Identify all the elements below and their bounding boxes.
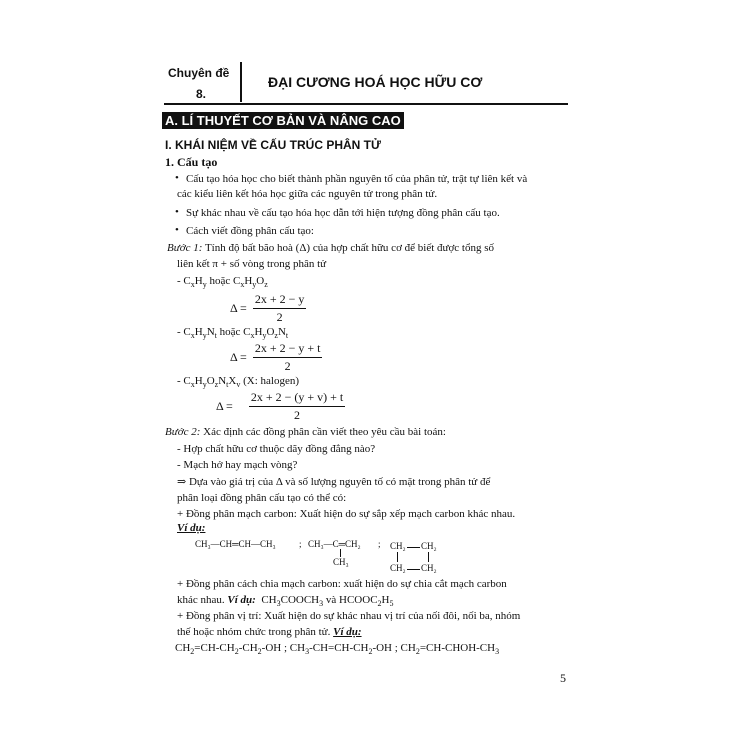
chapter-title: ĐẠI CƯƠNG HOÁ HỌC HỮU CƠ: [268, 74, 483, 90]
branch-bond: [340, 549, 341, 557]
step2-para6: + Đồng phân vị trí: Xuất hiện do sự khác nhau vị trí của nối đôi, nối ba, nhóm: [177, 610, 521, 622]
formula1-denominator: 2: [276, 310, 283, 324]
text-fragment: và: [323, 594, 340, 606]
ring-carbon-br: CH₂: [421, 563, 437, 573]
step1-line1: [167, 242, 494, 255]
delta-symbol: Δ =: [216, 399, 233, 413]
bullet-text: Cách viết đồng phân cấu tạo:: [186, 225, 314, 237]
chapter-label: Chuyên đề: [168, 66, 230, 80]
text-fragment: khác nhau.: [177, 594, 228, 606]
section-i-heading: I. KHÁI NIỆM VỀ CẤU TRÚC PHÂN TỬ: [165, 138, 381, 152]
delta-symbol: Δ =: [230, 350, 247, 364]
formula1-delta: [230, 292, 306, 325]
step2-para7: [177, 626, 362, 639]
step2-para5: [177, 594, 394, 607]
subsection-1-heading: 1. Cấu tạo: [165, 155, 218, 169]
formula3-numerator: 2x + 2 − (y + v) + t: [249, 390, 345, 407]
delta-symbol: Δ =: [230, 301, 247, 315]
step2-para4: + Đồng phân cách chia mạch carbon: xuất hiện do sự chia cắt mạch carbon: [177, 578, 507, 590]
step2-para1-text: Dựa vào giá trị của Δ và số lượng nguyên tố có mặt trong phân tử để: [186, 476, 491, 488]
separator: ;: [299, 539, 302, 549]
formula2-denominator: 2: [284, 359, 291, 373]
ring-bond-top: [407, 547, 420, 548]
chain-formula: CH₃—CH═CH—CH₃: [195, 539, 276, 549]
example-label: Ví dụ:: [227, 594, 256, 606]
bullet-text: Cấu tạo hóa học cho biết thành phần nguyên tố của phân tử, trật tự liên kết và: [186, 173, 528, 185]
step1-label: Bước 1:: [167, 242, 203, 254]
formula3-delta: [216, 390, 345, 423]
positional-isomers-formulas: $CH_2=CH-CH_2-CH_2-OH$ ; $CH_3-CH=CH-CH_2-OH$ ; $CH_2=CH-CHOH-CH_3$: [175, 642, 500, 657]
bullet-marker: •: [175, 206, 179, 218]
bullet-text-continued: các kiểu liên kết hóa học giữa các nguyên tử trong phân tử.: [177, 188, 438, 200]
step2-para3: + Đồng phân mạch carbon: Xuất hiện do sự sắp xếp mạch carbon khác nhau.: [177, 508, 516, 520]
ring-carbon-bl: CH₂: [390, 563, 406, 573]
formula3-note: (X: halogen): [243, 375, 300, 387]
formula1-numerator: 2x + 2 − y: [253, 292, 307, 309]
separator: ;: [378, 539, 381, 549]
step2-para1: [177, 476, 490, 489]
example-label: Ví dụ:: [333, 626, 362, 638]
header-rule: [164, 103, 568, 105]
ring-carbon-tr: CH₂: [421, 541, 437, 551]
step2-question1: - Hợp chất hữu cơ thuộc dãy đồng đẳng nào?: [177, 443, 376, 455]
step2-question2: - Mạch hở hay mạch vòng?: [177, 459, 298, 471]
bullet-text: Sự khác nhau về cấu tạo hóa học dẫn tới hiện tượng đồng phân cấu tạo.: [186, 207, 500, 219]
formula1-label: - $C_xH_y$ hoặc $C_xH_yO_z$: [177, 275, 268, 290]
ring-bond-left: [397, 552, 398, 562]
branched-formula: CH₃—C═CH₂: [308, 539, 361, 549]
step2-line1: [165, 426, 446, 439]
step2-label: Bước 2:: [165, 426, 201, 438]
implies-icon: ⇒: [177, 476, 187, 488]
step1-line2: liên kết π + số vòng trong phân tử: [177, 258, 327, 270]
step2-text: Xác định các đồng phân cần viết theo yêu cầu bài toán:: [200, 426, 446, 438]
formula2-label: - $C_xH_yN_t$ hoặc $C_xH_yO_zN_t$: [177, 326, 289, 341]
formula2-numerator: 2x + 2 − y + t: [253, 341, 323, 358]
step1-text: Tính độ bất bão hoà (Δ) của hợp chất hữu cơ để biết được tổng số: [202, 242, 495, 254]
formula3-label: - $C_xH_yO_zN_tX_v$ (X: halogen): [177, 375, 300, 390]
branch-methyl: CH₃: [333, 557, 349, 567]
formula2-delta: [230, 341, 322, 374]
page-number: 5: [560, 671, 566, 685]
step2-para2: phân loại đồng phân cấu tạo có thể có:: [177, 492, 347, 504]
formula3-denominator: 2: [294, 408, 301, 422]
bullet-marker: •: [175, 224, 179, 236]
ester-formula-1: $CH_3COOCH_3$: [261, 594, 324, 609]
ring-carbon-tl: CH₂: [390, 541, 406, 551]
ring-bond-right: [428, 552, 429, 562]
ring-bond-bottom: [407, 569, 420, 570]
section-a-heading: A. LÍ THUYẾT CƠ BẢN VÀ NÂNG CAO: [162, 112, 404, 129]
example-label: Ví dụ:: [177, 522, 206, 534]
bullet-marker: •: [175, 172, 179, 184]
text-fragment: thế hoặc nhóm chức trong phân tử.: [177, 626, 334, 638]
header-vertical-divider: [240, 62, 242, 102]
ester-formula-2: $HCOOC_2H_5$: [339, 594, 394, 609]
chapter-number: 8.: [196, 87, 207, 101]
